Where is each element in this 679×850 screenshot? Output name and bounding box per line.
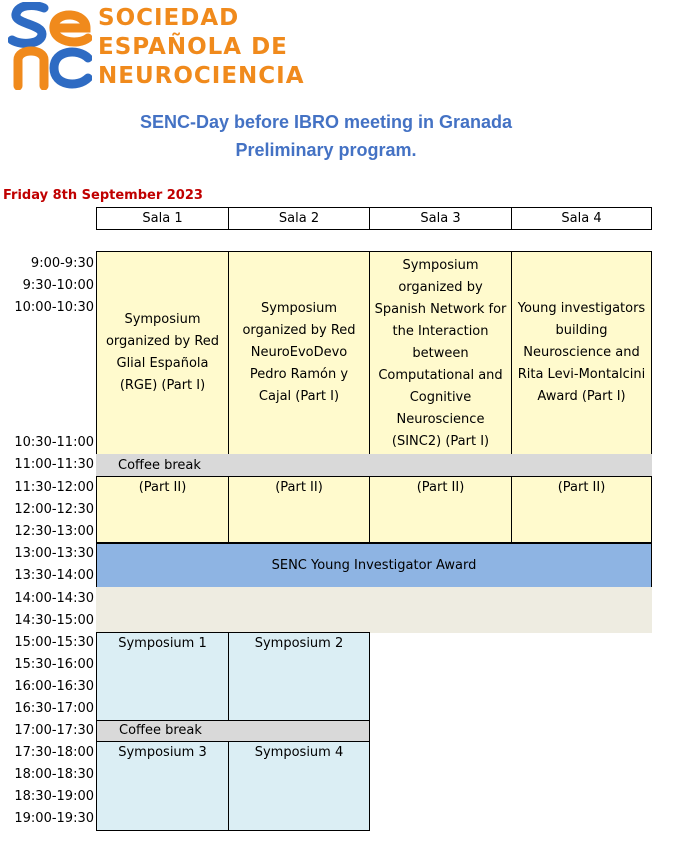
time-slot: 10:00-10:30: [14, 300, 94, 315]
session-sala2-part2: [228, 476, 370, 543]
session-title: Symposium organized by Red NeuroEvoDevo Pedro Ramón y Cajal (Part I): [242, 301, 356, 404]
senc-logo-icon: [8, 2, 92, 90]
session-sala1-part2: [96, 476, 229, 543]
time-slot: 15:30-16:00: [14, 657, 94, 672]
time-slot: 14:30-15:00: [14, 613, 94, 628]
session-sala4-part2: [511, 476, 652, 543]
time-slot: 15:00-15:30: [14, 635, 94, 650]
session-title: Symposium 1: [118, 636, 207, 651]
time-slot: 19:00-19:30: [14, 811, 94, 826]
coffee-break-label: Coffee break: [118, 458, 201, 473]
session-symposium-4: [228, 741, 370, 831]
lunch-block: [96, 587, 652, 633]
coffee-break-row-2: [96, 720, 370, 742]
session-title: (Part II): [416, 480, 465, 495]
time-slot: 13:00-13:30: [14, 546, 94, 561]
session-title: (Part II): [557, 480, 606, 495]
room-header-1: Sala 1: [96, 207, 229, 230]
session-symposium-2: [228, 632, 370, 721]
session-sala3-part1: [369, 251, 512, 455]
time-slot: 9:30-10:00: [22, 278, 94, 293]
time-slot: 12:00-12:30: [14, 502, 94, 517]
coffee-break-label: Coffee break: [119, 723, 202, 738]
session-title: (Part II): [138, 480, 187, 495]
page-title: SENC-Day before IBRO meeting in Granada: [139, 112, 513, 132]
time-slot: 17:30-18:00: [14, 745, 94, 760]
time-slot: 11:00-11:30: [14, 457, 94, 472]
room-header-4: Sala 4: [511, 207, 652, 230]
logo-line1: SOCIEDAD: [98, 5, 240, 31]
session-title: Symposium organized by Red Glial Española (RGE) (Part I): [105, 312, 220, 393]
time-slot: 17:00-17:30: [14, 723, 94, 738]
logo-line2: ESPAÑOLA DE: [98, 34, 288, 60]
time-slot: 14:00-14:30: [14, 591, 94, 606]
room-header-2: Sala 2: [228, 207, 370, 230]
session-title: (Part II): [275, 480, 323, 495]
time-slot: 9:00-9:30: [30, 256, 94, 271]
session-title: Symposium 2: [254, 636, 344, 651]
time-slot: 11:30-12:00: [14, 480, 94, 495]
session-title: Symposium organized by Spanish Network for the Interaction between Computational and Cognitive Neuroscience (SINC2) (Part I): [374, 258, 507, 449]
award-title: SENC Young Investigator Award: [271, 557, 477, 573]
time-slot: 12:30-13:00: [14, 524, 94, 539]
session-sala2-part1: [228, 251, 370, 455]
time-slot: 16:30-17:00: [14, 701, 94, 716]
time-slot: 18:30-19:00: [14, 789, 94, 804]
time-slot: 18:00-18:30: [14, 767, 94, 782]
session-sala4-part1: [511, 251, 652, 455]
time-slot: 13:30-14:00: [14, 568, 94, 583]
time-slot: 16:00-16:30: [14, 679, 94, 694]
session-sala1-part1: [96, 251, 229, 455]
date-label: Friday 8th September 2023: [3, 188, 203, 203]
session-title: Symposium 3: [118, 745, 207, 760]
room-header-3: Sala 3: [369, 207, 512, 230]
session-symposium-1: [96, 632, 229, 721]
award-session: [96, 543, 652, 588]
session-sala3-part2: [369, 476, 512, 543]
logo-line3: NEUROCIENCIA: [98, 63, 305, 89]
session-symposium-3: [96, 741, 229, 831]
session-title: Symposium 4: [254, 745, 344, 760]
time-slot: 10:30-11:00: [14, 435, 94, 450]
session-title: Young investigators building Neuroscience and Rita Levi-Montalcini Award (Part I): [517, 301, 646, 404]
page-subtitle: Preliminary program.: [235, 140, 417, 160]
coffee-break-row: [96, 454, 652, 477]
